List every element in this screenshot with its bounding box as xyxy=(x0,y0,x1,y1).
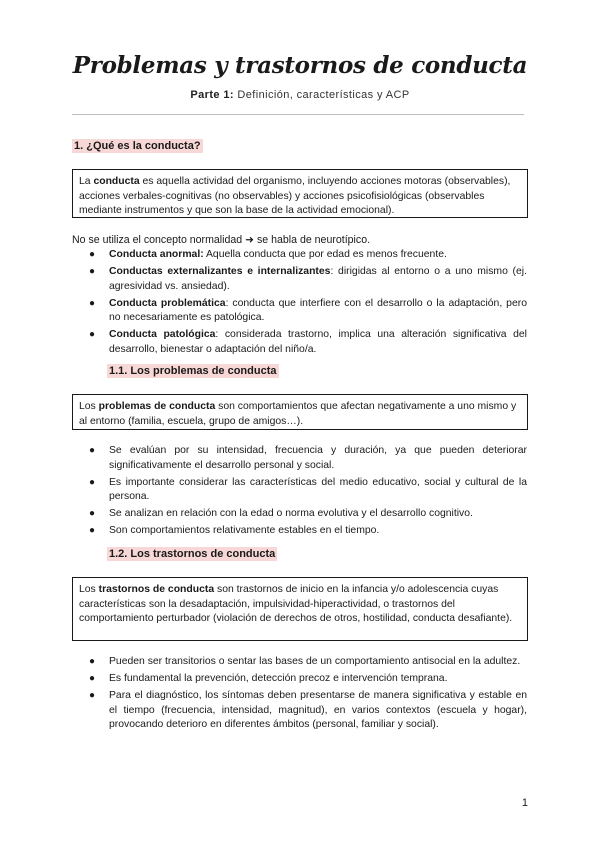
list-item: ● Es importante considerar las características del medio educativo, social y cultural de la persona. xyxy=(89,476,527,503)
page-number: 1 xyxy=(521,797,528,809)
intro-paragraph: No se utiliza el concepto normalidad ➜ se habla de neurotípico. xyxy=(72,234,371,246)
list-item: ● Se evalúan por su intensidad, frecuencia y duración, ya que pueden deteriorar significativamente el desarrollo personal y social. xyxy=(89,445,527,471)
subtitle-text: Definición, características y ACP xyxy=(233,89,410,101)
section-heading-1-2: 1.2. Los trastornos de conducta xyxy=(109,548,276,560)
bullet-icon: ● xyxy=(89,525,96,537)
definition-term: problemas de conducta xyxy=(98,401,216,412)
bullet-icon: ● xyxy=(89,297,96,309)
definition-term: trastornos de conducta xyxy=(98,584,215,595)
list-item: ● Son comportamientos relativamente estables en el tiempo. xyxy=(72,524,527,539)
list-item: ● Es fundamental la prevención, detección precoz e intervención temprana. xyxy=(72,672,527,687)
list-item: ● Para el diagnóstico, los síntomas deben presentarse de manera significativa y estable en el tiempo (frecuencia, intensidad, magnitud), en varios contextos (escuela y hogar), provocando deterioro en diferentes ámbitos (personal, familiar y social). xyxy=(89,689,527,731)
disorders-list xyxy=(72,655,527,735)
bullet-icon: ● xyxy=(89,445,96,456)
bullet-icon: ● xyxy=(89,656,96,667)
list-item: ● Pueden ser transitorios o sentar las bases de un comportamiento antisocial en la adultez. xyxy=(72,655,527,670)
bullet-icon: ● xyxy=(89,265,96,277)
list-item: ● Conductas externalizantes e internalizantes: dirigidas al entorno o a uno mismo (ej. agresividad vs. ansiedad). xyxy=(89,265,527,292)
bullet-icon: ● xyxy=(89,672,96,684)
bullet-icon: ● xyxy=(89,249,96,260)
bullet-icon: ● xyxy=(89,476,96,488)
list-item: ● Conducta patológica: considerada trastorno, implica una alteración significativa del desarrollo, bienestar o adaptación del niño/a. xyxy=(89,329,527,355)
definition-box-problemas: Los problemas de conducta son comportamientos que afectan negativamente a uno mismo y al entorno (familia, escuela, grupo de amigos…). xyxy=(72,394,528,430)
list-item: ● Conducta problemática: conducta que interfiere con el desarrollo o la adaptación, pero no necesariamente es patológica. xyxy=(89,297,527,324)
conduct-types-list xyxy=(72,248,527,360)
section-heading-1: 1. ¿Qué es la conducta? xyxy=(74,140,201,152)
bullet-icon: ● xyxy=(89,508,96,520)
definition-box-conducta: La conducta es aquella actividad del organismo, incluyendo acciones motoras (observables), acciones verbales-cognitivas (no observables) y acciones psicofisiológicas (observables mediante instrumentos y que son la base de la actividad emocional). xyxy=(72,169,528,218)
page-subtitle xyxy=(0,89,600,101)
definition-box-trastornos: Los trastornos de conducta son trastornos de inicio en la infancia y/o adolescencia cuyas características son la desadaptación, impulsividad-hiperactividad, o trastornos del comportamiento perturbador (violación de derechos de otros, hostilidad, conducta desafiante). xyxy=(72,577,528,641)
definition-term: conducta xyxy=(93,176,140,187)
bullet-icon: ● xyxy=(89,329,96,341)
problems-list xyxy=(72,444,527,541)
title-divider xyxy=(72,114,524,115)
section-heading-1-1: 1.1. Los problemas de conducta xyxy=(109,365,277,377)
subtitle-label: Parte 1: xyxy=(190,89,234,101)
list-item: ● Se analizan en relación con la edad o norma evolutiva y el desarrollo cognitivo. xyxy=(72,507,527,522)
list-item: ● Conducta anormal: Aquella conducta que por edad es menos frecuente. xyxy=(72,248,527,263)
bullet-icon: ● xyxy=(89,689,96,701)
page-title: Problemas y trastornos de conducta xyxy=(72,52,528,79)
